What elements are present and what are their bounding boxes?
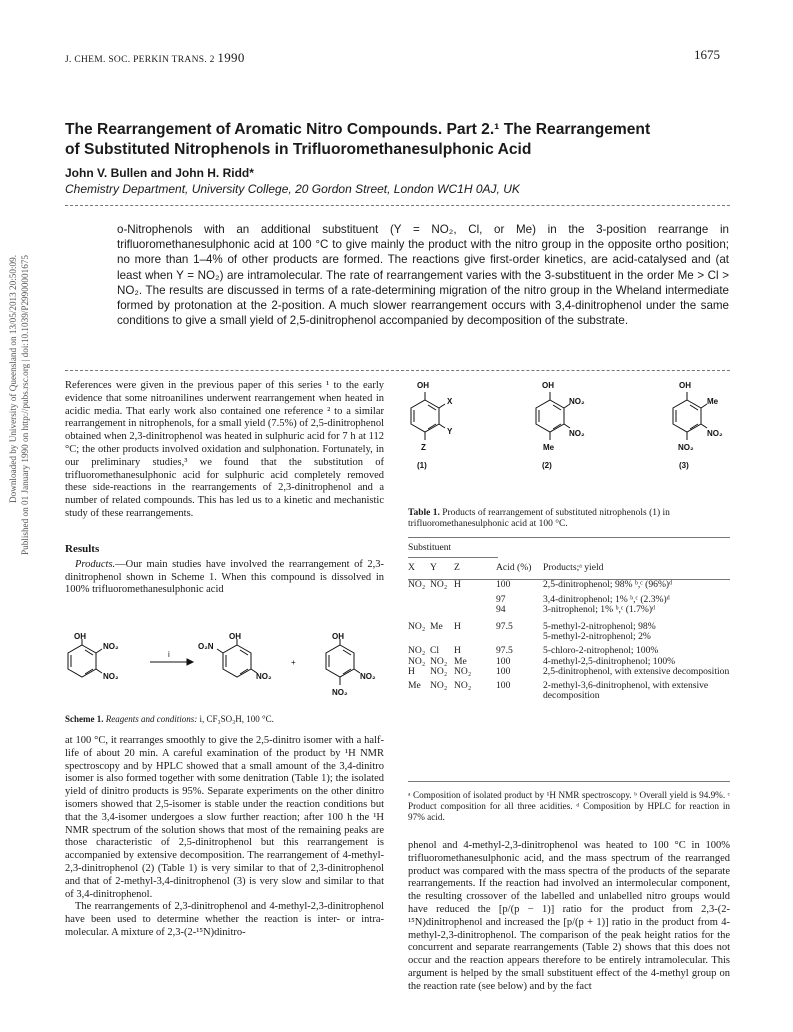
scheme-reactant [68,633,119,681]
page-number: 1675 [694,47,720,62]
table-row [408,616,730,633]
cell: H [408,666,415,678]
product-a-oh: OH [229,633,241,641]
article-title [65,120,755,160]
products-heading: Products. [75,558,116,570]
product-a-o2n: O₂N [198,642,214,651]
abstract: o-Nitrophenols with an additional substituent (Y = NO₂, Cl, or Me) in the 3-position rearrange in trifluoromethanesulphonic acid at 100 °C to give mainly the product with the nitro group in the opposite ortho position; no more than 1–4% of other products are formed. The reactions give first-order kinetics, are acid-catalysed and (at least when Y = NO₂) are intramolecular. The rate of rearrangement varies with the 3-substituent in the order Me > Cl > NO₂. The results are discussed in terms of a rate-determining migration of the nitro group in the Wheland intermediate formed by protonation at the 2-position. A much slower rearrangement occurs with 3,4-dinitrophenol under the same conditions to give a small yield of 2,5-dinitrophenol accompanied by decomposition of the substrate. [117,223,729,328]
results-heading: Results [65,542,100,555]
product-b-oh: OH [332,633,344,641]
s1-y: Y [447,427,453,436]
table-row [408,667,730,678]
publish-note: Published on 01 January 1990 on http://pubs.rsc.org | doi:10.1039/P29900001675 [20,255,30,556]
cell: Me [408,679,421,691]
th-products: Products;ᵃ yield [543,562,604,573]
product-a-no2: NO₂ [256,672,272,681]
scheme-product-b [326,633,376,697]
cell [430,632,454,643]
cell: 100 [496,679,511,691]
structure-2 [536,381,585,470]
th-x: X [408,562,415,573]
product-b-no2-a: NO₂ [360,672,376,681]
cell [430,605,454,616]
table-footnotes: ᵃ Composition of isolated product by ¹H NMR spectroscopy. ᵇ Overall yield is 94.9%. ᶜ Product composition for all three acidities. ᵈ Composition by HPLC for reaction in 97% acid. [408,790,730,822]
table-rule-bottom [408,781,730,782]
products-paragraph [65,559,384,597]
cell: NO₂ [430,655,448,667]
journal-year: 1990 [217,50,245,65]
cell [454,595,496,606]
table-header-row [408,563,730,574]
s1-oh: OH [417,381,429,390]
th-y: Y [430,562,437,573]
arrow-head [187,659,193,665]
cell: NO₂ [408,620,426,632]
s2-number: (2) [542,461,552,470]
cell [454,632,496,643]
cell: 4-methyl-2,5-dinitrophenol; 100% [543,655,676,667]
cell: 5-methyl-2-nitrophenol; 98% [543,620,656,632]
cell: NO₂ [454,666,472,678]
s1-x: X [447,397,453,406]
cell: Me [430,620,443,632]
s3-me: Me [707,397,719,406]
cell: 100 [496,666,511,678]
cell: 2-methyl-3,6-dinitrophenol, with extensive decomposition [543,679,709,702]
structures-figure [405,378,735,496]
cell: H [454,620,461,632]
plus-sign: + [291,658,296,667]
structure-1 [411,381,453,470]
cell [454,605,496,616]
title-line-1: The Rearrangement of Aromatic Nitro Compounds. Part 2.¹ The Rearrangement [65,121,651,138]
cell [430,595,454,606]
table-group-header: Substituent [408,542,452,553]
cell: NO₂ [408,655,426,667]
s3-number: (3) [679,461,689,470]
title-line-2: of Substituted Nitrophenols in Trifluoromethanesulphonic Acid [65,141,532,158]
scheme-caption-italic: Reagents and conditions: [105,714,198,724]
cell: 5-methyl-2-nitrophenol; 2% [543,631,651,643]
products-text: —Our main studies have involved the rearrangement of 2,3-dinitrophenol shown in Scheme 1. When this compound is dissolved in 100% trifluoromethanesulphonic acid [65,558,384,596]
cell: NO₂ [408,578,426,590]
table-row [408,643,730,657]
left-column-top [65,380,384,597]
cell: 97 [496,593,506,605]
product-b-no2-b: NO₂ [332,688,348,697]
table-1-caption [408,508,730,530]
cell: 5-chloro-2-nitrophenol; 100% [543,644,659,656]
table-row [408,580,730,595]
cell: NO₂ [408,644,426,656]
arrow-label: i [168,650,170,659]
cell: H [454,578,461,590]
table-row [408,632,730,643]
th-acid: Acid (%) [496,562,532,573]
s2-me: Me [543,443,555,452]
cell: 97.5 [496,644,513,656]
download-note: Downloaded by University of Queensland on 13/05/2013 20:50:09. [8,255,18,504]
left-column-bottom [65,735,384,940]
s2-no2-b: NO₂ [569,429,585,438]
reactant-no2-a: NO₂ [103,642,119,651]
intro-paragraph: References were given in the previous paper of this series ¹ to the early evidence that some nitroanilines underwent rearrangement when heated in acidic media. That early work also contained one reference ² to a similar rearrangement in nitrophenols, for a small yield (7.5%) of 2,5-dinitrophenol obtained when 2,3-dinitrophenol was heated in sulphuric acid for 7 h at 112 °C; the other products involved oxidation and sulphonation. Fortunately, in our preliminary studies,³ we found that the substitution of trifluoromethanesulphonic acid for sulphuric acid completely removed these side-reactions in the rearrangements of 2,3-dinitrophenol and a number of related compounds. This has led us to a kinetic and mechanistic study of these rearrangements. [65,380,384,519]
table-1 [408,563,730,702]
intramolecular-paragraph: The rearrangements of 2,3-dinitrophenol and 4-methyl-2,3-dinitrophenol have been used to determine whether the reaction is inter- or intra-molecular. A mixture of 2,3-(2-¹⁵N)dinitro- [65,901,384,938]
cell: H [454,644,461,656]
authors: John V. Bullen and John H. Ridd* [65,166,254,180]
cell: 94 [496,604,506,616]
results-paragraph: at 100 °C, it rearranges smoothly to give the 2,5-dinitro isomer with a half-life of about 20 min. A careful examination of the product by ¹H NMR spectroscopy and by HPLC showed that a small amount of the 3,4-dinitro isomer is also formed together with some denitration (Table 1); the isolated yield of dinitro products is 95%. Separate experiments on the other dinitro isomers showed that 2,5-isomer is stable under the reaction conditions but that the 3,4-isomer undergoes a slow further reaction; after 100 h the ¹H NMR spectrum of the solution shows that most of the remaining peaks are those characteristic of 2,5-dinitrophenol but this rearrangement is accompanied by extensive decomposition. The rearrangement of 4-methyl-2,3-dinitrophenol (2) (Table 1) is very similar to that of 2,3-dinitrophenol and that of 2-methyl-3,4-dinitrophenol (3) is very slow and similar to that of 3,4-dinitrophenol. [65,735,384,900]
cell: 97.5 [496,620,513,632]
cell [408,605,430,616]
s3-no2-a: NO₂ [707,429,723,438]
cell: Me [454,655,467,667]
cell: 100 [496,655,511,667]
affiliation: Chemistry Department, University College, 20 Gordon Street, London WC1H 0AJ, UK [65,182,520,196]
s3-oh: OH [679,381,691,390]
cell: Cl [430,644,440,656]
table-row [408,678,730,702]
cell [408,632,430,643]
table-rule-top [408,537,730,538]
right-column-paragraph: phenol and 4-methyl-2,3-dinitrophenol was heated to 100 °C in 100% trifluoromethanesulphonic acid, and the mass spectrum of the rearranged product was compared with the mass spectra of the products of the separate rearrangements. If the reaction had involved an intermolecular component, the resulting crossover of the labelled and unlabelled nitro groups would have reduced the [p/(p − 1)] ratio for the product from 2,3-(2-¹⁵N)dinitrophenol and increased the [p/(p + 1)] ratio in the product from 4-methyl-2,3-dinitrophenol. The comparison of the peak height ratios for the concurrent and separate rearrangements (Table 2) shows that this does not occur and the reaction appears therefore to be entirely intramolecular. This argument is helped by the small substituent effect of the 4-methyl group on the reaction rate (see below) and by the fact [408,840,730,992]
cell: NO₂ [430,666,448,678]
cell: 3,4-dinitrophenol; 1% ᵇ,ᶜ (2.3%)ᵈ [543,593,670,605]
cell: 100 [496,578,511,590]
cell: NO₂ [454,679,472,691]
scheme-caption [65,714,274,724]
reactant-oh: OH [74,633,86,641]
journal-name: J. CHEM. SOC. PERKIN TRANS. 2 [65,55,215,65]
scheme-product-a [198,633,272,681]
scheme-caption-label: Scheme 1. [65,714,104,724]
th-z: Z [454,562,460,573]
cell: 3-nitrophenol; 1% ᵇ,ᶜ (1.7%)ᵈ [543,604,656,616]
s3-no2-b: NO₂ [678,443,694,452]
cell: NO₂ [430,679,448,691]
cell: 2,5-dinitrophenol; 98% ᵇ,ᶜ (96%)ᵈ [543,578,673,590]
cell [408,595,430,606]
cell: NO₂ [430,578,448,590]
cell [496,632,543,643]
s2-oh: OH [542,381,554,390]
s1-number: (1) [417,461,427,470]
reactant-no2-b: NO₂ [103,672,119,681]
scheme-caption-text: i, CF₃SO₃H, 100 °C. [199,714,274,724]
scheme-1 [62,633,392,707]
table-rule-group [408,557,498,558]
s2-no2-a: NO₂ [569,397,585,406]
structure-3 [673,381,723,470]
table-1-label: Table 1. [408,508,440,518]
cell: 2,5-dinitrophenol, with extensive decomposition [543,666,730,678]
journal-header [65,50,245,66]
table-row [408,605,730,616]
rule-top [65,205,730,206]
s1-z: Z [421,443,426,452]
rule-abstract [65,370,730,371]
table-1-caption-text: Products of rearrangement of substituted nitrophenols (1) in trifluoromethanesulphonic acid at 100 °C. [408,508,670,529]
